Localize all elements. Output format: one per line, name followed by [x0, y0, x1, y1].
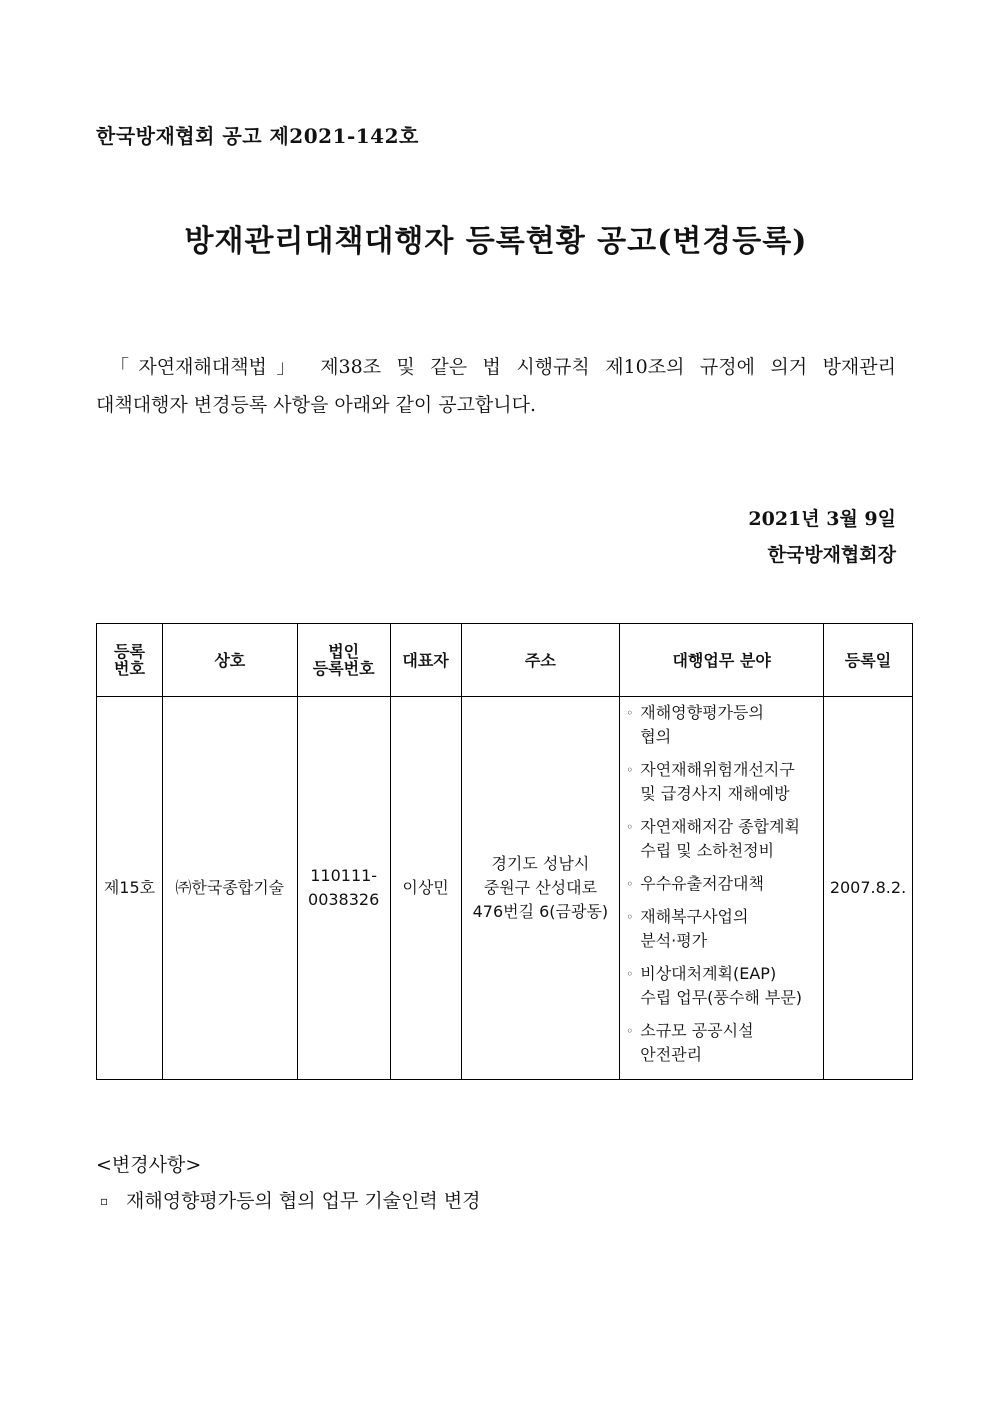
notice-body — [96, 348, 896, 424]
duty-text: 및 급경사지 재해예방 — [640, 784, 790, 803]
cell-reg-no: 제15호 — [97, 697, 163, 1080]
header-corp-no-line2: 등록번호 — [312, 659, 375, 678]
changes-item — [100, 1186, 481, 1216]
notice-body-line-1: 「자연재해대책법」 제38조 및 같은 법 시행규칙 제10조의 규정에 의거 방재관리 — [110, 356, 896, 378]
duty-item — [626, 1019, 821, 1067]
duty-item — [626, 905, 821, 953]
notice-date: 2021년 3월 9일 — [748, 508, 896, 530]
cell-corp-no — [297, 697, 390, 1080]
cell-corp-no-line2: 0038326 — [308, 890, 380, 909]
cell-address — [461, 697, 620, 1080]
header-duties: 대행업무 분야 — [620, 624, 824, 697]
square-bullet-icon: ▫ — [100, 1194, 109, 1208]
cell-representative: 이상민 — [390, 697, 461, 1080]
header-representative: 대표자 — [390, 624, 461, 697]
duty-item — [626, 962, 821, 1010]
duty-text: 우수유출저감대책 — [640, 874, 764, 893]
table-row — [97, 697, 913, 1080]
cell-corp-no-line1: 110111- — [310, 866, 378, 885]
cell-duties — [620, 697, 824, 1080]
notice-number: 한국방재협회 공고 제2021-142호 — [96, 124, 419, 148]
duty-text: 수립 및 소하천정비 — [640, 841, 775, 860]
cell-address-line3: 476번길 6(금광동) — [472, 902, 609, 921]
bullet-icon: ◦ — [626, 910, 634, 924]
duty-text: 자연재해위험개선지구 — [640, 760, 795, 779]
duty-text: 안전관리 — [640, 1045, 703, 1064]
cell-reg-date: 2007.8.2. — [823, 697, 912, 1080]
header-corp-no — [297, 624, 390, 697]
bullet-icon: ◦ — [626, 820, 634, 834]
bullet-icon: ◦ — [626, 1024, 634, 1038]
duty-text: 재해영향평가등의 — [640, 703, 764, 722]
bullet-icon: ◦ — [626, 967, 634, 981]
duty-text: 재해복구사업의 — [640, 907, 749, 926]
header-reg-date: 등록일 — [823, 624, 912, 697]
cell-address-line2: 중원구 산성대로 — [483, 878, 598, 897]
notice-body-line-2: 대책대행자 변경등록 사항을 아래와 같이 공고합니다. — [96, 394, 537, 416]
header-reg-no — [97, 624, 163, 697]
cell-address-line1: 경기도 성남시 — [491, 854, 590, 873]
duty-text: 수립 업무(풍수해 부문) — [640, 988, 803, 1007]
document-title: 방재관리대책대행자 등록현황 공고(변경등록) — [184, 224, 808, 259]
duty-text: 자연재해저감 종합계획 — [640, 817, 800, 836]
bullet-icon: ◦ — [626, 706, 634, 720]
duty-text: 비상대처계획(EAP) — [640, 964, 777, 983]
duty-item — [626, 815, 821, 863]
header-reg-no-line2: 번호 — [113, 659, 145, 678]
duty-text: 소규모 공공시설 — [640, 1021, 754, 1040]
changes-heading: <변경사항> — [96, 1154, 202, 1176]
notice-signer: 한국방재협회장 — [767, 544, 896, 566]
table-header-row — [97, 624, 913, 697]
duty-item — [626, 872, 821, 896]
changes-item-text: 재해영향평가등의 협의 업무 기술인력 변경 — [126, 1190, 481, 1212]
header-reg-no-line1: 등록 — [113, 642, 145, 661]
bullet-icon: ◦ — [626, 763, 634, 777]
duty-text: 분석·평가 — [640, 931, 708, 950]
header-company: 상호 — [162, 624, 297, 697]
header-address: 주소 — [461, 624, 620, 697]
duty-item — [626, 701, 821, 749]
duty-item — [626, 758, 821, 806]
duty-text: 협의 — [640, 727, 672, 746]
bullet-icon: ◦ — [626, 877, 634, 891]
header-corp-no-line1: 법인 — [328, 642, 360, 661]
cell-company: ㈜한국종합기술 — [162, 697, 297, 1080]
registration-table — [96, 623, 913, 1080]
